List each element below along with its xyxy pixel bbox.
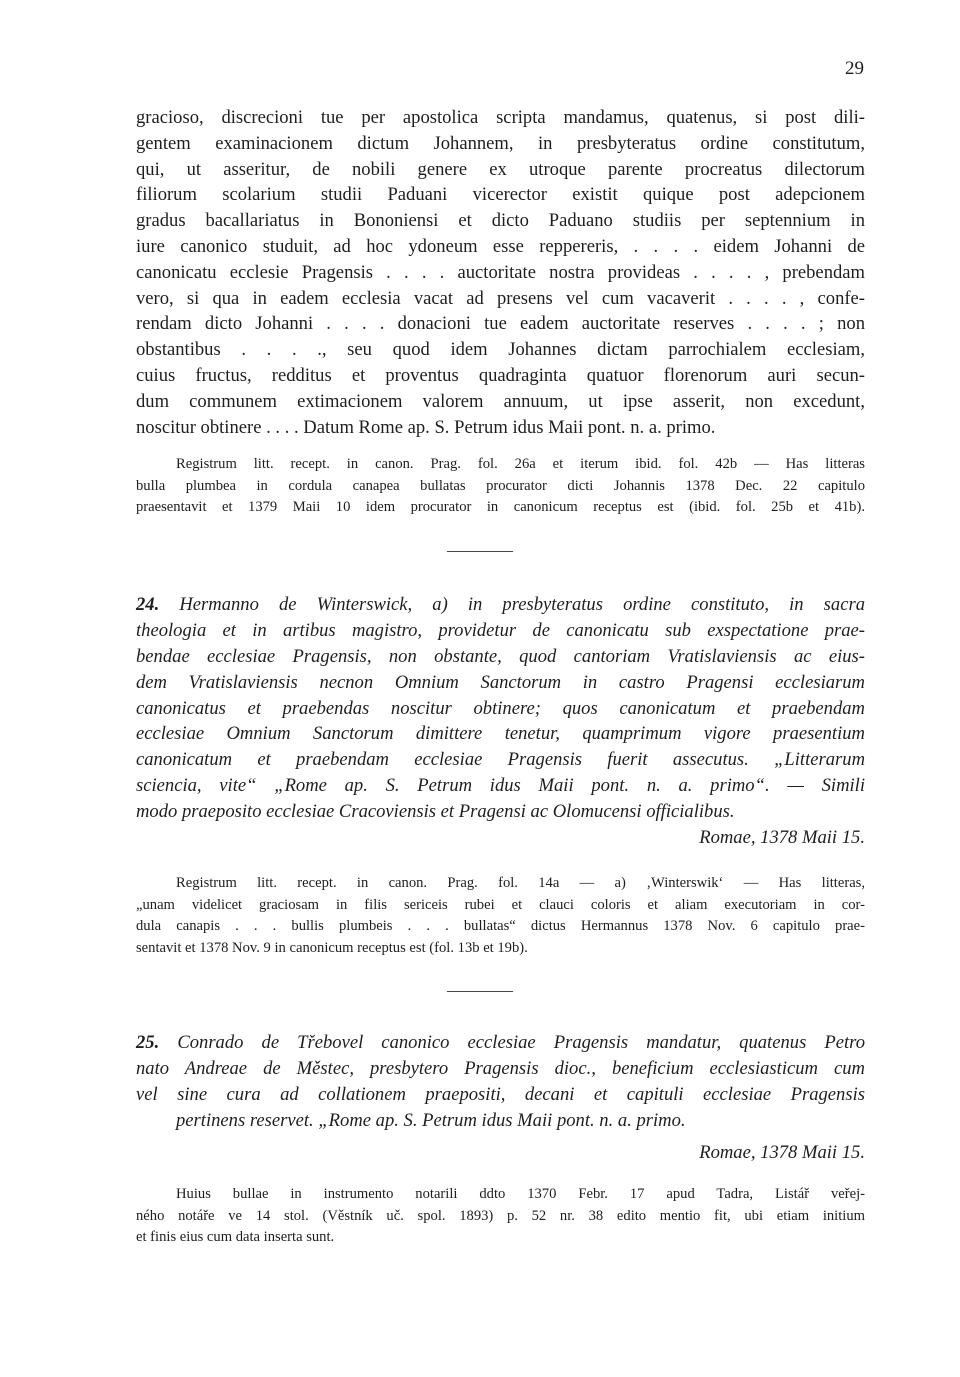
- text-line: bendae ecclesiae Pragensis, non obstante, quod cantoriam Vratislaviensis ac eius-: [136, 645, 865, 667]
- footnote-3: [136, 1184, 865, 1249]
- note-line: sentavit et 1378 Nov. 9 in canonicum receptus est (fol. 13b et 19b).: [136, 940, 528, 957]
- text-line: theologia et in artibus magistro, providetur de canonicatu sub exspectatione prae-: [136, 619, 865, 641]
- footnote-2: [136, 873, 865, 960]
- note-line: dula canapis . . . bullis plumbeis . . . bullatas“ dictus Hermannus 1378 Nov. 6 capitulo prae-: [136, 918, 865, 935]
- entry-heading-line: [136, 1030, 865, 1056]
- text-line: rendam dicto Johanni . . . . donacioni tue eadem auctoritate reserves . . . . ; non: [136, 313, 865, 335]
- text-line: canonicatu ecclesie Pragensis . . . . auctoritate nostra provideas . . . . , prebendam: [136, 261, 865, 283]
- note-line: ného notáře ve 14 stol. (Věstník uč. spol. 1893) p. 52 nr. 38 edito mentio fit, ubi etiam initium: [136, 1207, 865, 1224]
- note-line: et finis eius cum data inserta sunt.: [136, 1229, 335, 1246]
- text-line: modo praeposito ecclesiae Cracoviensis et Pragensi ac Olomucensi officialibus.: [136, 801, 735, 823]
- note-line: bulla plumbea in cordula canapea bullatas procurator dicti Johannis 1378 Dec. 22 capitulo: [136, 477, 865, 494]
- text-line: canonicatus et praebendas noscitur obtinere; quos canonicatum et praebendam: [136, 697, 865, 719]
- text-line: dum communem extimacionem valorem annuum, ut ipse asserit, non excedunt,: [136, 390, 865, 412]
- entry-number: 24.: [136, 594, 160, 615]
- note-line: „unam videlicet graciosam in filis sericeis rubei et clauci coloris et aliam executoriam in cor-: [136, 896, 865, 913]
- text-line: pertinens reservet. „Rome ap. S. Petrum idus Maii pont. n. a. primo.: [176, 1109, 686, 1131]
- footnote-1: [136, 454, 865, 519]
- text-line: ecclesiae Omnium Sanctorum dimittere tenetur, quamprimum vigore praesentium: [136, 723, 865, 745]
- entry-date: Romae, 1378 Maii 15.: [699, 827, 865, 849]
- entry-heading-text: Conrado de Třebovel canonico ecclesiae Pragensis mandatur, quatenus Petro: [159, 1032, 865, 1053]
- section-divider: [447, 991, 513, 992]
- note-line: Registrum litt. recept. in canon. Prag. fol. 14a — a) ‚Winterswik‘ — Has litteras,: [176, 875, 865, 891]
- note-line: praesentavit et 1379 Maii 10 idem procurator in canonicum receptus est (ibid. fol. 25b et 41b).: [136, 499, 865, 516]
- text-line: noscitur obtinere . . . . Datum Rome ap. S. Petrum idus Maii pont. n. a. primo.: [136, 416, 716, 438]
- page-number: 29: [845, 58, 864, 79]
- entry-heading-text: Hermanno de Winterswick, a) in presbyteratus ordine constituto, in sacra: [159, 594, 865, 615]
- text-line: gracioso, discrecioni tue per apostolica scripta mandamus, quatenus, si post dili-: [136, 107, 865, 128]
- text-line: gradus bacallariatus in Bononiensi et dicto Paduano studiis per septennium in: [136, 210, 865, 232]
- paragraph-1: [136, 105, 865, 440]
- text-line: vero, si qua in eadem ecclesia vacat ad presens vel cum vacaverit . . . . , confe-: [136, 287, 865, 309]
- text-line: nato Andreae de Městec, presbytero Pragensis dioc., beneficium ecclesiasticum cum: [136, 1057, 865, 1079]
- text-line: filiorum scolarium studii Paduani vicerector existit quique post adepcionem: [136, 184, 865, 206]
- entry-24: [136, 592, 865, 851]
- text-line: vel sine cura ad collationem praepositi, decani et capituli ecclesiae Pragensis: [136, 1083, 865, 1105]
- text-line: cuius fructus, redditus et proventus quadraginta quatuor florenorum auri secun-: [136, 364, 865, 386]
- text-line: qui, ut asseritur, de nobili genere ex utroque parente procreatus dilectorum: [136, 158, 865, 180]
- entry-number: 25.: [136, 1032, 160, 1053]
- text-line: iure canonico studuit, ad hoc ydoneum esse reppereris, . . . . eidem Johanni de: [136, 235, 865, 257]
- text-line: gentem examinacionem dictum Johannem, in presbyteratus ordine constitutum,: [136, 132, 865, 154]
- text-line: dem Vratislaviensis necnon Omnium Sanctorum in castro Pragensi ecclesiarum: [136, 671, 865, 693]
- note-line: Huius bullae in instrumento notarili ddto 1370 Febr. 17 apud Tadra, Listář veřej-: [176, 1186, 865, 1202]
- note-line: Registrum litt. recept. in canon. Prag. fol. 26a et iterum ibid. fol. 42b — Has litteras: [176, 456, 865, 472]
- entry-25: [136, 1030, 865, 1165]
- section-divider: [447, 551, 513, 552]
- text-line: canonicatum et praebendam ecclesiae Pragensis fuerit assecutus. „Litterarum: [136, 749, 865, 771]
- text-line: obstantibus . . . ., seu quod idem Johannes dictam parrochialem ecclesiam,: [136, 339, 865, 361]
- entry-date: Romae, 1378 Maii 15.: [699, 1141, 865, 1163]
- entry-heading-line: [136, 592, 865, 618]
- text-line: sciencia, vite“ „Rome ap. S. Petrum idus Maii pont. n. a. primo“. — Simili: [136, 775, 865, 797]
